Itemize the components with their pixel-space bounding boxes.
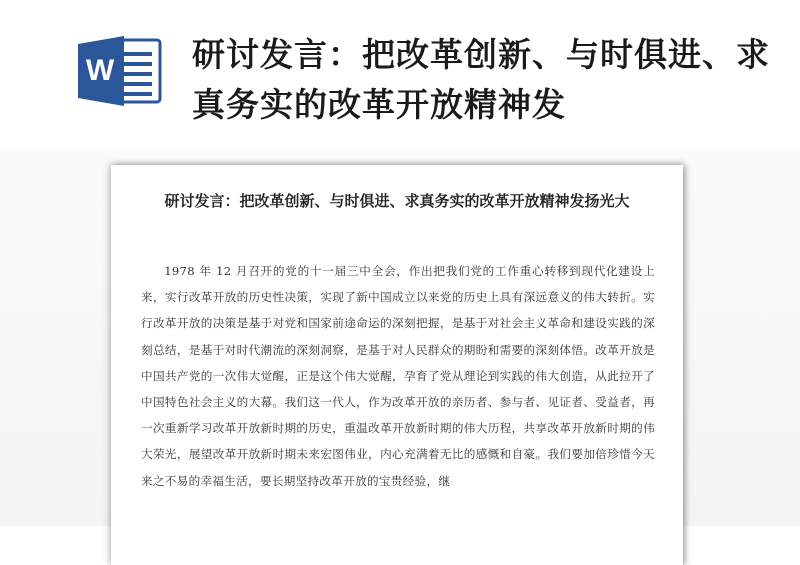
document-body: 1978 年 12 月召开的党的十一届三中全会，作出把我们党的工作重心转移到现代化建设上来，实行改革开放的历史性决策，实现了新中国成立以来党的历史上具有深远意义的伟大转折。实行改革开放的决策是基于对党和国家前途命运的深刻把握，是基于对社会主义革命和建设实践的深刻总结，是基于对时代潮流的深刻洞察，是基于对人民群众的期盼和需要的深刻体悟。改革开放是中国共产党的一次伟大觉醒，正是这个伟大觉醒，孕育了党从理论到实践的伟大创造，从此拉开了中国特色社会主义的大幕。我们这一代人，作为改革开放的亲历者、参与者、见证者、受益者，再一次重新学习改革开放新时期的历史，重温改革开放新时期的伟大历程，共享改革开放新时期的伟大荣光，展望改革开放新时期未来宏图伟业，内心充满着无比的感慨和自豪。我们要加倍珍惜今天来之不易的幸福生活，要长期坚持改革开放的宝贵经验，继 — [141, 264, 655, 488]
word-icon-letter: W — [85, 54, 115, 87]
header — [0, 0, 800, 150]
page-title: 研讨发言：把改革创新、与时俱进、求真务实的改革开放精神发 — [192, 35, 770, 124]
document-page — [111, 165, 683, 565]
document-title: 研讨发言：把改革创新、与时俱进、求真务实的改革开放精神发扬光大 — [164, 192, 630, 210]
word-icon — [76, 34, 164, 108]
